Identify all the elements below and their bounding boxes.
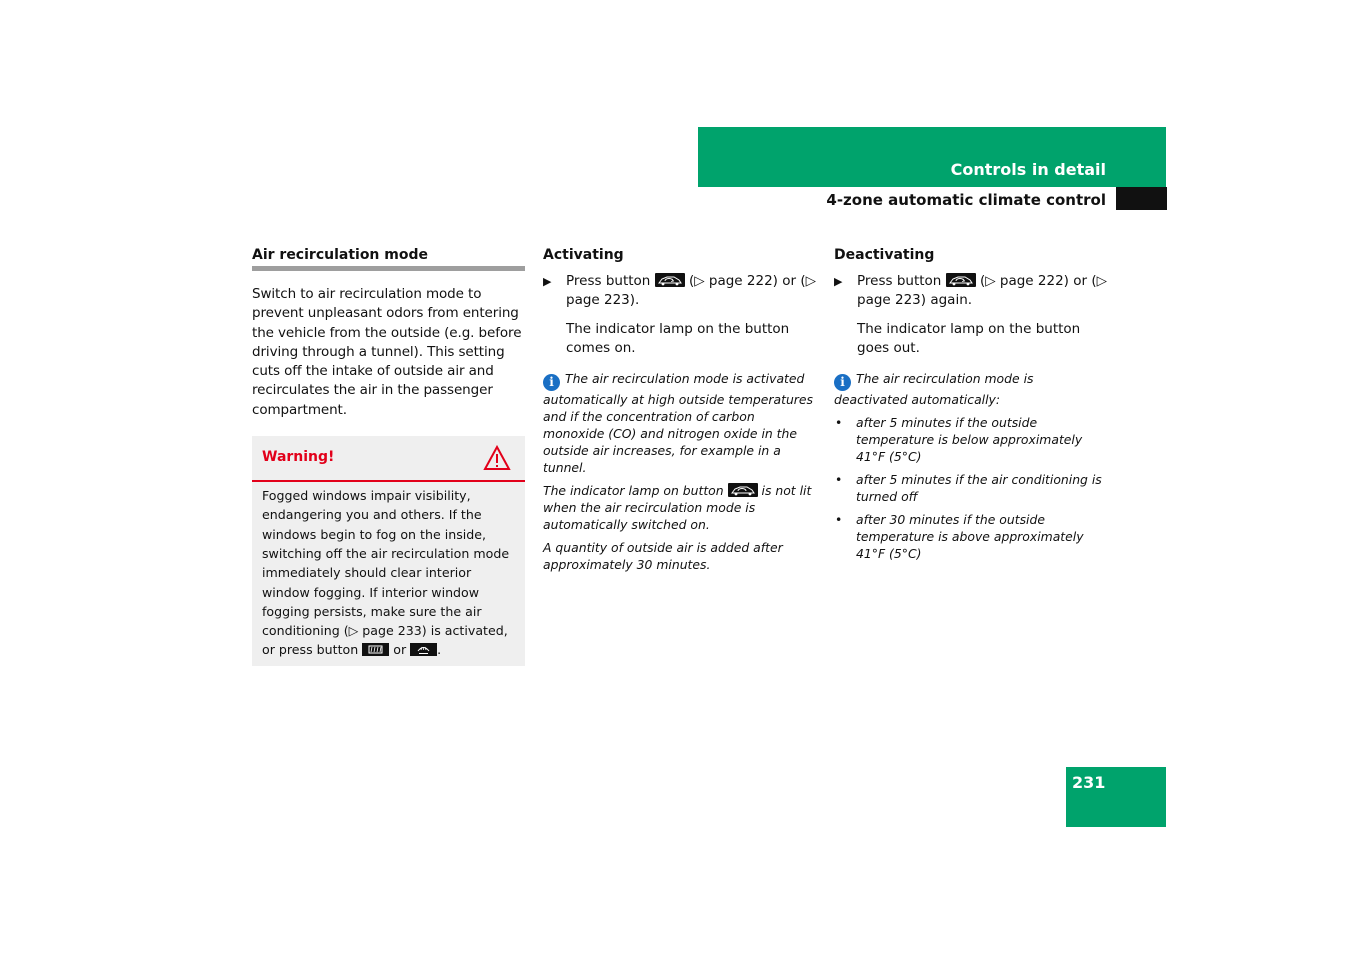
front-defrost-button-icon: [410, 643, 437, 656]
deactivating-note: [834, 370, 1110, 408]
activating-step: [543, 272, 819, 311]
left-column: [252, 246, 525, 666]
warning-header: [252, 436, 525, 482]
activating-note-1: [543, 370, 819, 476]
activating-result: The indicator lamp on the button comes on.: [566, 320, 790, 356]
recirculation-button-icon: [946, 273, 976, 287]
list-item: • after 5 minutes if the air conditioning is turned off: [835, 472, 1102, 505]
warning-text-end: .: [437, 642, 442, 658]
list-item-text: after 30 minutes if the outside temperature is above approximately 41°F (5°C): [856, 512, 1084, 562]
rear-defrost-button-icon: [362, 643, 389, 656]
activating-note-2: [543, 482, 819, 533]
warning-text-or: or: [393, 642, 407, 658]
list-item: • after 5 minutes if the outside temperature is below approximately 41°F (5°C): [835, 415, 1083, 465]
info-icon: i: [543, 374, 560, 391]
activating-note-3: A quantity of outside air is added after approximately 30 minutes.: [543, 540, 783, 573]
activating-column: [543, 246, 819, 573]
recirculation-button-icon: [728, 483, 758, 497]
bullet-arrow-icon: ▶: [834, 275, 843, 288]
warning-box: [252, 436, 525, 666]
section-title: 4-zone automatic climate control: [826, 191, 1106, 209]
page-number: 231: [1072, 773, 1106, 792]
activating-note-2-b: is not lit when the air recirculation mode is automatically switched on.: [543, 483, 812, 533]
deactivating-result: The indicator lamp on the button goes out.: [857, 320, 1081, 356]
deactivating-step-text: Press button: [857, 273, 942, 289]
deactivating-column: [834, 246, 1110, 568]
activating-step-text: Press button: [566, 273, 651, 289]
deactivating-bullet-list: [834, 414, 1110, 562]
deactivating-step-pages: (▷ page 222) or (▷ page 223) again.: [857, 273, 1107, 309]
activating-step-pages: (▷ page 222) or (▷ page 223).: [566, 273, 816, 309]
warning-title: Warning!: [262, 449, 335, 466]
bullet-arrow-icon: ▶: [543, 275, 552, 288]
header-black-tab: [1116, 187, 1167, 210]
deactivating-step: [834, 272, 1110, 311]
warning-text: [252, 482, 525, 666]
recirculation-button-icon: [655, 273, 685, 287]
activating-heading: Activating: [543, 247, 624, 263]
list-item-text: after 5 minutes if the air conditioning is turned off: [856, 472, 1102, 505]
warning-triangle-icon: [483, 445, 511, 471]
intro-paragraph: Switch to air recirculation mode to prevent unpleasant odors from entering the vehicle from the outside (e.g. before driving through a tunnel). This setting cuts off the intake of outside air and recirculates the air in the passenger compartment.: [252, 286, 522, 418]
activating-note-2-a: The indicator lamp on button: [543, 483, 724, 499]
page-number-box: [1066, 767, 1166, 827]
activating-note-1-text: The air recirculation mode is activated automatically at high outside temperatures and if the concentration of carbon monoxide (CO) and nitrogen oxide in the outside air increases, for example in a tunnel.: [543, 371, 813, 476]
list-item-text: after 5 minutes if the outside temperature is below approximately 41°F (5°C): [856, 415, 1083, 465]
warning-text-main: Fogged windows impair visibility, endangering you and others. If the windows begin to fog on the inside, switching off the air recirculation mode immediately should clear interior window fogging. If interior window fogging persists, make sure the air conditioning (▷ page 233) is activated, or press button: [262, 488, 510, 658]
info-icon: i: [834, 374, 851, 391]
deactivating-note-text: The air recirculation mode is deactivated automatically:: [834, 371, 1034, 408]
deactivating-heading: Deactivating: [834, 247, 935, 263]
air-recirculation-heading: Air recirculation mode: [252, 246, 525, 271]
list-item: • after 30 minutes if the outside temperature is above approximately 41°F (5°C): [835, 512, 1084, 562]
chapter-title: Controls in detail: [950, 160, 1106, 179]
